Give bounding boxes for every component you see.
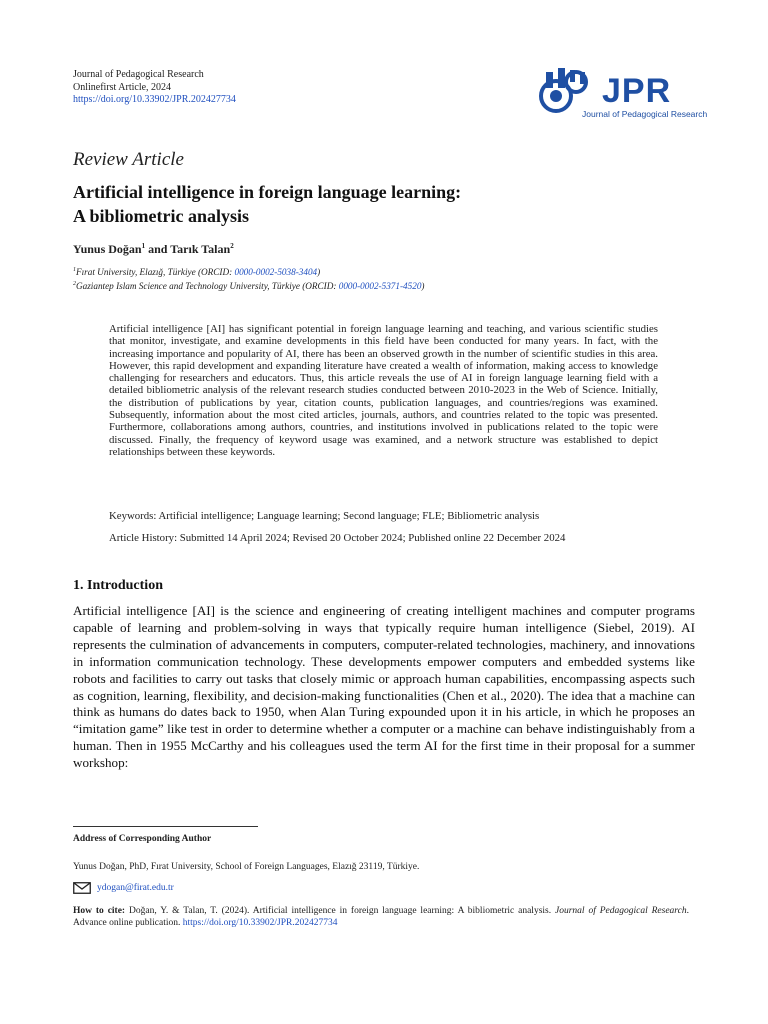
affiliation-2: [73, 278, 424, 292]
affiliation-1-text: Fırat University, Elazığ, Türkiye (ORCID:: [76, 267, 235, 278]
article-type-line: Onlinefirst Article, 2024: [73, 81, 172, 93]
affiliation-1-close: ): [317, 267, 321, 278]
affiliation-2-close: ): [421, 281, 425, 292]
author-2: Tarık Talan: [170, 242, 231, 256]
article-type-label: Review Article: [73, 149, 184, 170]
cite-label: How to cite:: [73, 906, 126, 916]
footnote-divider: [73, 826, 258, 827]
email-link[interactable]: ydogan@firat.edu.tr: [97, 883, 174, 893]
affiliation-1: [73, 264, 424, 278]
author-list: [73, 242, 234, 257]
author-1-sup: 1: [141, 242, 146, 250]
corresponding-author-address: Yunus Doğan, PhD, Fırat University, School of Foreign Languages, Elazığ 23119, Türkiye.: [73, 862, 420, 872]
affiliation-2-text: Gaziantep Islam Science and Technology University, Türkiye (ORCID:: [76, 281, 339, 292]
journal-name: Journal of Pedagogical Research: [73, 69, 204, 80]
orcid-link-2[interactable]: 0000-0002-5371-4520: [338, 281, 422, 292]
abstract-text: Artificial intelligence [AI] has significant potential in foreign language learning and teaching, and various scientific studies that monitor, investigate, and examine developments in this field have been conducted for many years. In fact, with the increasing importance and popularity of AI, there has been an observed growth in the number of scientific studies in this area. However, this rapid development and expanding literature have created a wealth of information, making access to knowledge challenging for researchers and educators. Thus, this article reveals the use of AI in foreign language learning field with a detailed bibliometric analysis of the relevant research studies conducted between 2010-2023 in the Web of Science. Initially, the distribution of publications by year, citation counts, publication languages, and countries/regions was examined. Subsequently, information about the most cited articles, journals, authors, and countries related to the topic was presented. Furthermore, collaborations among authors, countries, and institutions involved in publications related to the topic were discussed. Finally, the frequency of keyword usage was examined, and a network structure was established to depict relationships between these keywords.: [109, 323, 658, 458]
author-2-sup: 2: [230, 242, 234, 250]
cite-journal: Journal of Pedagogical Research: [555, 906, 687, 916]
affiliation-2-sup: 2: [73, 281, 76, 288]
orcid-link-1[interactable]: 0000-0002-5038-3404: [234, 267, 318, 278]
title-line-1: Artificial intelligence in foreign language learning:: [73, 182, 462, 202]
how-to-cite: [73, 905, 689, 929]
article-title: [73, 180, 633, 228]
article-history: Article History: Submitted 14 April 2024; Revised 20 October 2024; Published online 22 December 2024: [109, 532, 566, 544]
section-heading-introduction: 1. Introduction: [73, 578, 163, 593]
cite-text: Doğan, Y. & Talan, T. (2024). Artificial intelligence in foreign language learning: A bibliometric analysis.: [125, 906, 555, 916]
logo-text: JPR: [602, 72, 672, 110]
logo-subtitle: Journal of Pedagogical Research: [582, 109, 708, 119]
corresponding-author-heading: Address of Corresponding Author: [73, 834, 212, 844]
journal-info: [73, 69, 236, 107]
author-1: Yunus Doğan: [73, 242, 142, 256]
cite-doi-link[interactable]: https://doi.org/10.33902/JPR.202427734: [182, 918, 338, 928]
doi-link[interactable]: https://doi.org/10.33902/JPR.202427734: [73, 94, 236, 105]
envelope-icon: [73, 882, 91, 894]
author-and: and: [145, 242, 171, 256]
affiliations: [73, 264, 424, 292]
cite-tail: . Advance online publication.: [73, 906, 689, 928]
email-row: [73, 882, 174, 894]
title-line-2: A bibliometric analysis: [73, 206, 250, 226]
keywords: Keywords: Artificial intelligence; Language learning; Second language; FLE; Bibliometric analysis: [109, 510, 540, 522]
introduction-text: Artificial intelligence [AI] is the science and engineering of creating intelligent machines and computer programs capable of learning and problem-solving in ways that typically require human intelligence (Siebel, 2019). AI represents the culmination of advancements in computers, computer-related technologies, machinery, and innovations in information communication technology. These developments empower computers and embedded systems like robots and facilities to carry out tasks that closely mimic or approach human capabilities, encompassing aspects such as cognition, learning, flexibility, and decision-making functionalities (Chen et al., 2020). The idea that a machine can think as humans do dates back to 1950, when Alan Turing expounded upon it in his article, in which he proposes an “imitation game” like test in order to determine whether a computer or a machine can behave indistinguishably from a human. Then in 1955 McCarthy and his colleagues used the term AI for the first time in their proposal for a summer workshop:: [73, 603, 695, 771]
affiliation-1-sup: 1: [73, 267, 76, 273]
journal-logo: [536, 66, 706, 122]
